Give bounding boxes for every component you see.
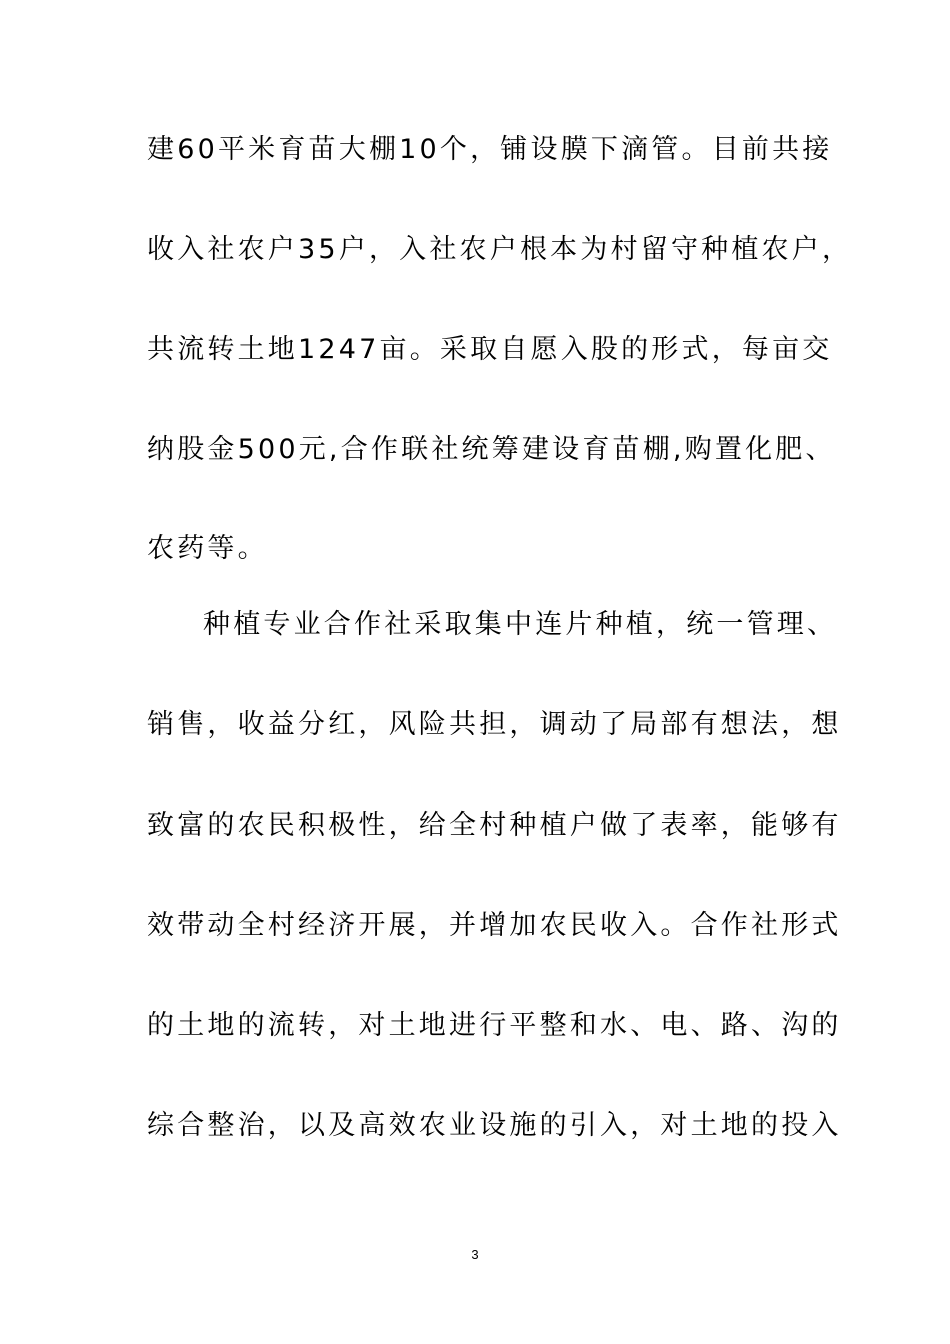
text-line: 农药等。 bbox=[147, 533, 268, 564]
page-number: 3 bbox=[471, 1247, 479, 1262]
text-line: 销售，收益分红，风险共担，调动了局部有想法，想 bbox=[147, 709, 842, 740]
paragraph-first-line: 种植专业合作社采取集中连片种植，统一管理、 bbox=[203, 609, 838, 640]
text-line: 致富的农民积极性，给全村种植户做了表率，能够有 bbox=[147, 810, 842, 841]
text-line: 的土地的流转，对土地进行平整和水、电、路、沟的 bbox=[147, 1010, 842, 1041]
text-line: 效带动全村经济开展，并增加农民收入。合作社形式 bbox=[147, 910, 842, 941]
text-line: 建60平米育苗大棚10个，铺设膜下滴管。目前共接 bbox=[147, 134, 833, 165]
text-line: 综合整治，以及高效农业设施的引入，对土地的投入 bbox=[147, 1110, 842, 1141]
text-line: 共流转土地1247亩。采取自愿入股的形式，每亩交 bbox=[147, 334, 833, 365]
text-line: 收入社农户35户，入社农户根本为村留守种植农户， bbox=[147, 234, 853, 265]
text-line: 纳股金500元,合作联社统筹建设育苗棚,购置化肥、 bbox=[147, 434, 836, 465]
